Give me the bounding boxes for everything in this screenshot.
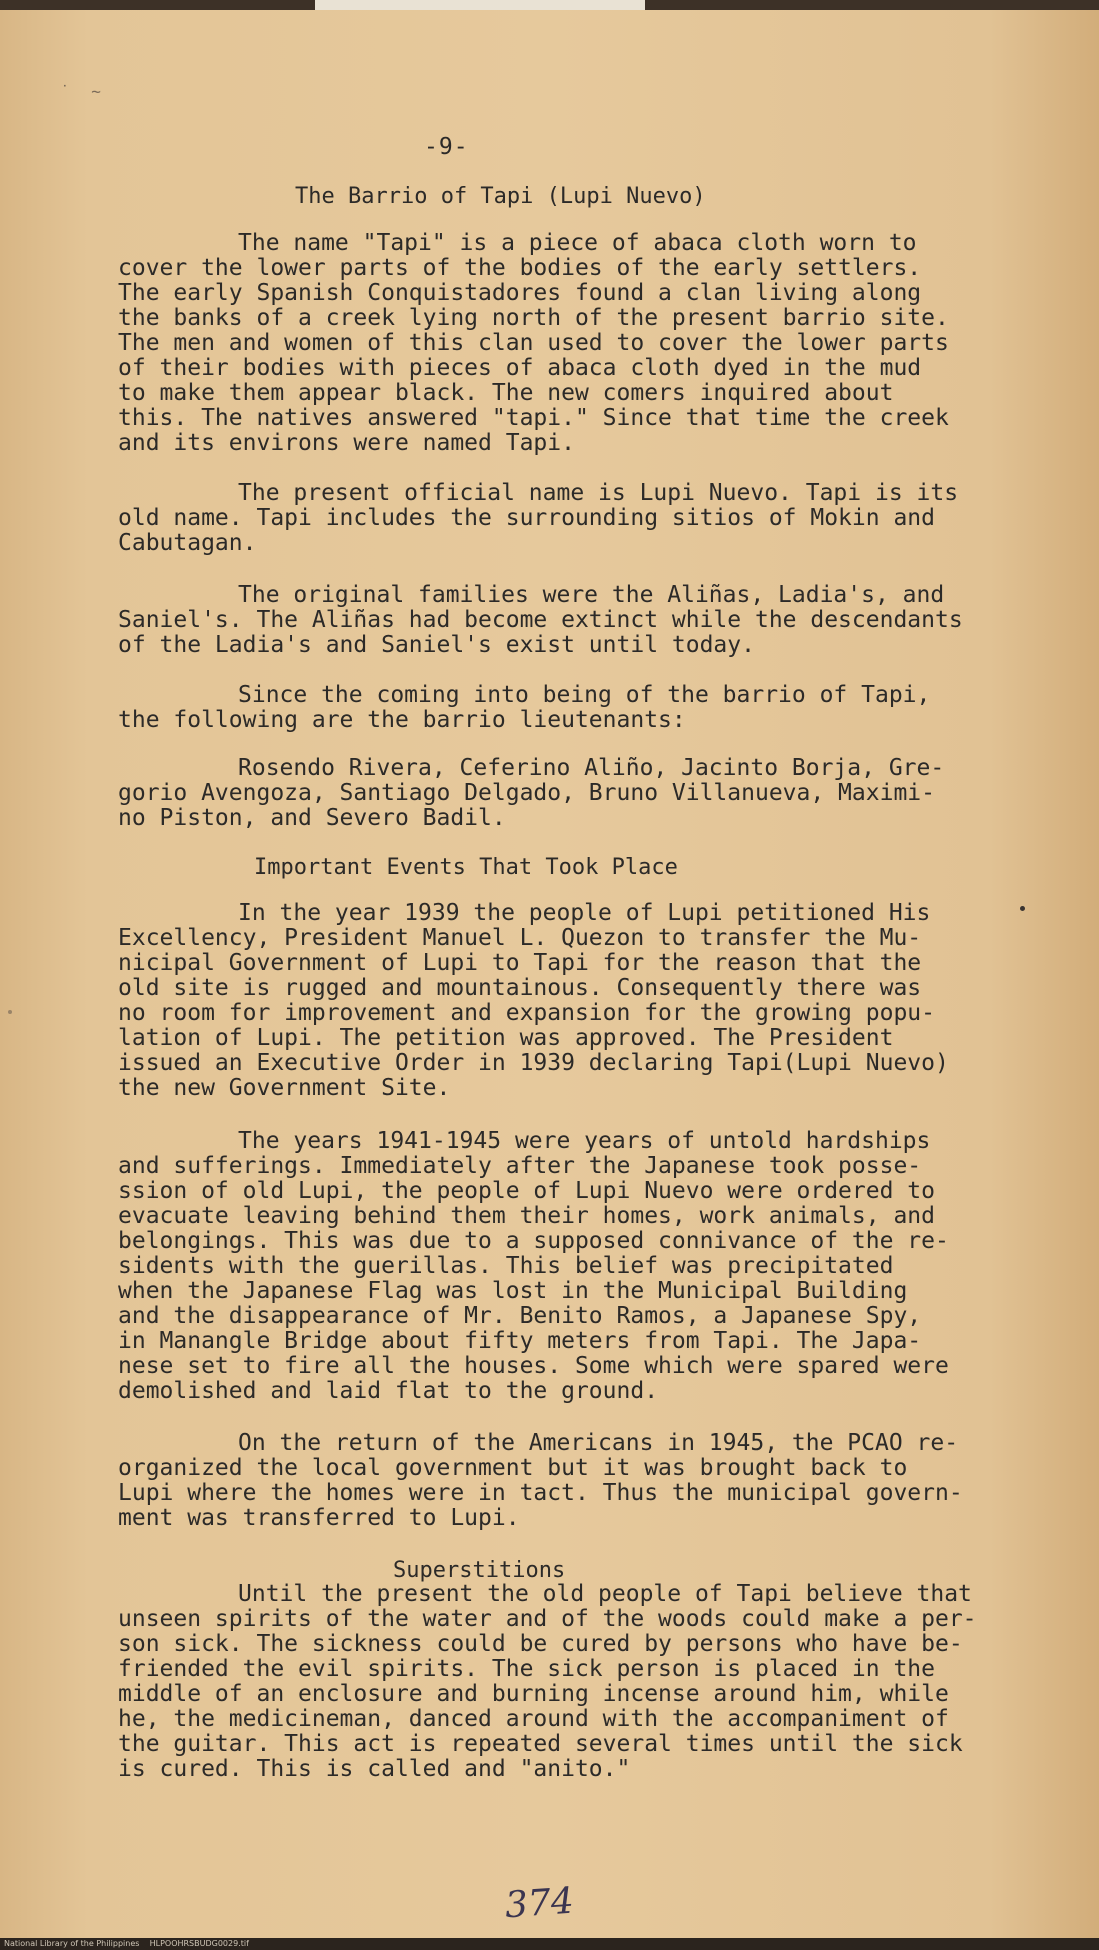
text-line: nicipal Government of Lupi to Tapi for the reason that the <box>118 950 922 976</box>
text-line: nese set to fire all the houses. Some which were spared were <box>118 1353 949 1379</box>
text-line: in Manangle Bridge about fifty meters from Tapi. The Japa- <box>118 1328 922 1354</box>
text-line: Rosendo Rivera, Ceferino Aliño, Jacinto Borja, Gre- <box>238 755 945 781</box>
text-line: old name. Tapi includes the surrounding sitios of Mokin and <box>118 505 935 531</box>
text-line: the new Government Site. <box>118 1075 451 1101</box>
text-line: The men and women of this clan used to cover the lower parts <box>118 330 949 356</box>
text-line: The original families were the Aliñas, Ladia's, and <box>238 582 945 608</box>
text-line: ssion of old Lupi, the people of Lupi Nuevo were ordered to <box>118 1178 935 1204</box>
text-line: when the Japanese Flag was lost in the Municipal Building <box>118 1278 908 1304</box>
text-line: friended the evil spirits. The sick person is placed in the <box>118 1656 935 1682</box>
text-line: The present official name is Lupi Nuevo. Tapi is its <box>238 480 959 506</box>
scan-footer-text: National Library of the Philippines HLPOOHRSBUDG0029.tif <box>4 1939 249 1948</box>
text-line: he, the medicineman, danced around with the accompaniment of <box>118 1706 949 1732</box>
text-line: Saniel's. The Aliñas had become extinct while the descendants <box>118 607 963 633</box>
text-line: old site is rugged and mountainous. Consequently there was <box>118 975 922 1001</box>
text-line: no room for improvement and expansion for the growing popu- <box>118 1000 935 1026</box>
text-line: the following are the barrio lieutenants: <box>118 707 686 733</box>
text-line: Until the present the old people of Tapi believe that <box>238 1581 972 1607</box>
text-line: and the disappearance of Mr. Benito Ramos, a Japanese Spy, <box>118 1303 922 1329</box>
text-line: middle of an enclosure and burning incense around him, while <box>118 1681 949 1707</box>
text-line: sidents with the guerillas. This belief was precipitated <box>118 1253 894 1279</box>
text-line: Since the coming into being of the barrio of Tapi, <box>238 682 931 708</box>
text-line: evacuate leaving behind them their homes, work animals, and <box>118 1203 935 1229</box>
margin-speck <box>8 1010 12 1014</box>
page-number: -9- <box>424 134 469 160</box>
text-line: and its environs were named Tapi. <box>118 430 575 456</box>
text-line: son sick. The sickness could be cured by persons who have be- <box>118 1631 963 1657</box>
text-line: The early Spanish Conquistadores found a clan living along <box>118 280 922 306</box>
text-line: lation of Lupi. The petition was approved. The President <box>118 1025 894 1051</box>
text-line: is cured. This is called and "anito." <box>118 1756 631 1782</box>
text-line: no Piston, and Severo Badil. <box>118 805 506 831</box>
text-line: the guitar. This act is repeated several times until the sick <box>118 1731 963 1757</box>
ink-dot <box>1020 906 1025 911</box>
margin-mark: ˙ ~ <box>60 82 107 101</box>
text-line: ment was transferred to Lupi. <box>118 1505 520 1531</box>
text-line: In the year 1939 the people of Lupi petitioned His <box>238 900 931 926</box>
text-line: the banks of a creek lying north of the present barrio site. <box>118 305 949 331</box>
text-line: belongings. This was due to a supposed connivance of the re- <box>118 1228 949 1254</box>
text-line: organized the local government but it was brought back to <box>118 1455 908 1481</box>
text-line: Lupi where the homes were in tact. Thus the municipal govern- <box>118 1480 963 1506</box>
text-line: On the return of the Americans in 1945, the PCAO re- <box>238 1430 959 1456</box>
text-line: cover the lower parts of the bodies of the early settlers. <box>118 255 922 281</box>
text-line: The years 1941-1945 were years of untold hardships <box>238 1128 931 1154</box>
text-line: issued an Executive Order in 1939 declaring Tapi(Lupi Nuevo) <box>118 1050 949 1076</box>
text-line: Cabutagan. <box>118 530 257 556</box>
folio-number: 374 <box>503 1880 576 1927</box>
scan-top-tab <box>315 0 645 10</box>
text-line: demolished and laid flat to the ground. <box>118 1378 659 1404</box>
text-line: of their bodies with pieces of abaca cloth dyed in the mud <box>118 355 922 381</box>
text-line: Excellency, President Manuel L. Quezon to transfer the Mu- <box>118 925 922 951</box>
document-title: The Barrio of Tapi (Lupi Nuevo) <box>295 184 706 209</box>
text-line: of the Ladia's and Saniel's exist until today. <box>118 632 755 658</box>
text-line: gorio Avengoza, Santiago Delgado, Bruno Villanueva, Maximi- <box>118 780 935 806</box>
text-line: unseen spirits of the water and of the woods could make a per- <box>118 1606 977 1632</box>
section-heading-superstitions: Superstitions <box>393 1558 566 1583</box>
text-line: to make them appear black. The new comers inquired about <box>118 380 894 406</box>
text-line: and sufferings. Immediately after the Japanese took posse- <box>118 1153 922 1179</box>
text-line: this. The natives answered "tapi." Since that time the creek <box>118 405 949 431</box>
text-line: The name "Tapi" is a piece of abaca cloth worn to <box>238 230 917 256</box>
section-heading-events: Important Events That Took Place <box>254 855 678 880</box>
document-page <box>0 10 1099 1938</box>
